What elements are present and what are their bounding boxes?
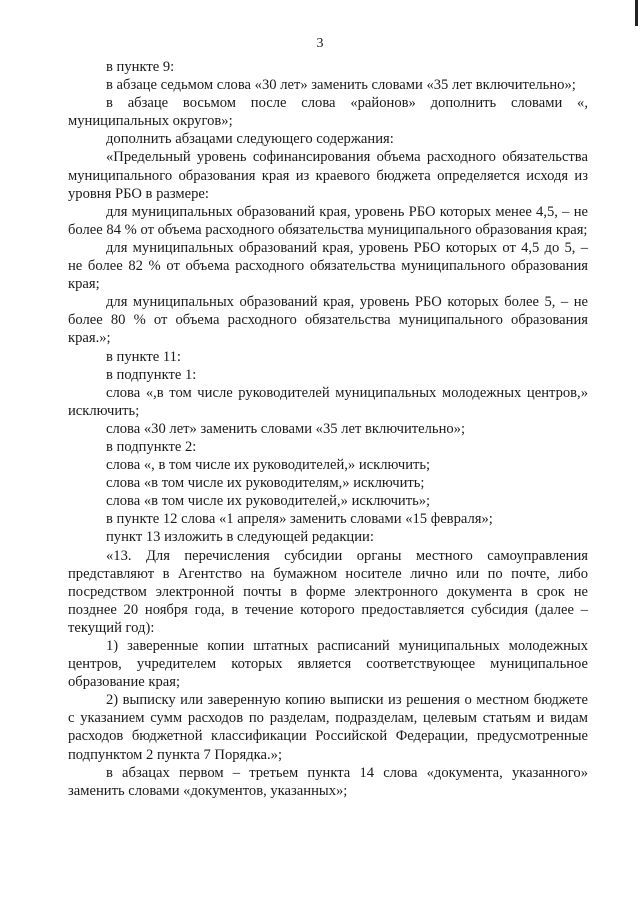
- paragraph: для муниципальных образований края, уровень РБО которых менее 4,5, – не более 84 % от объема расходного обязательства муниципального образования края;: [68, 203, 588, 238]
- page-number: 3: [316, 36, 324, 51]
- paragraph: слова «в том числе их руководителей,» исключить»;: [106, 493, 431, 510]
- paragraph: «13. Для перечисления субсидии органы местного самоуправления представляют в Агентство на бумажном носителе лично или по почте, либо посредством электронной почты в форме электронного документа в срок не позднее 20 ноября года, в течение которого предоставляется субсидия (далее – текущий год):: [68, 547, 588, 636]
- paragraph: в абзаце седьмом слова «30 лет» заменить словами «35 лет включительно»;: [106, 77, 576, 94]
- paragraph: в подпункте 2:: [106, 438, 197, 455]
- paragraph: пункт 13 изложить в следующей редакции:: [106, 529, 374, 546]
- paragraph: слова «,в том числе руководителей муниципальных молодежных центров,» исключить;: [68, 384, 588, 419]
- paragraph: слова «, в том числе их руководителей,» исключить;: [106, 457, 431, 474]
- paragraph: 2) выписку или заверенную копию выписки из решения о местном бюджете с указанием сумм расходов по разделам, подразделам, целевым статьям и видам расходов бюджетной классификации Российской Федерации, предусмотренные подпунктом 2 пункта 7 Порядка.»;: [68, 692, 588, 763]
- paragraph: слова «30 лет» заменить словами «35 лет включительно»;: [106, 420, 466, 437]
- paragraph: для муниципальных образований края, уровень РБО которых более 5, – не более 80 % от объема расходного обязательства муниципального образования края.»;: [68, 294, 588, 347]
- paragraph: дополнить абзацами следующего содержания:: [106, 131, 394, 148]
- paragraph: «Предельный уровень софинансирования объема расходного обязательства муниципального образования края из краевого бюджета определяется исходя из уровня РБО в размере:: [68, 149, 588, 202]
- paragraph: слова «в том числе их руководителям,» исключить;: [106, 475, 425, 492]
- paragraph: в пункте 11:: [106, 348, 181, 365]
- paragraph: 1) заверенные копии штатных расписаний муниципальных молодежных центров, учредителем которых является соответствующее муниципальное образование края;: [68, 638, 588, 691]
- paragraph: в подпункте 1:: [106, 366, 197, 383]
- scan-edge-mark: [635, 0, 638, 26]
- paragraph: в пункте 9:: [106, 59, 175, 75]
- paragraph: для муниципальных образований края, уровень РБО которых от 4,5 до 5, – не более 82 % от объема расходного обязательства муниципального образования края;: [68, 239, 588, 293]
- paragraph: в абзацах первом – третьем пункта 14 слова «документа, указанного» заменить словами «документов, указанных»;: [68, 764, 588, 799]
- document-body: [68, 58, 588, 800]
- paragraph: в пункте 12 слова «1 апреля» заменить словами «15 февраля»;: [106, 511, 493, 528]
- paragraph: в абзаце восьмом после слова «районов» дополнить словами «, муниципальных округов»;: [68, 95, 588, 130]
